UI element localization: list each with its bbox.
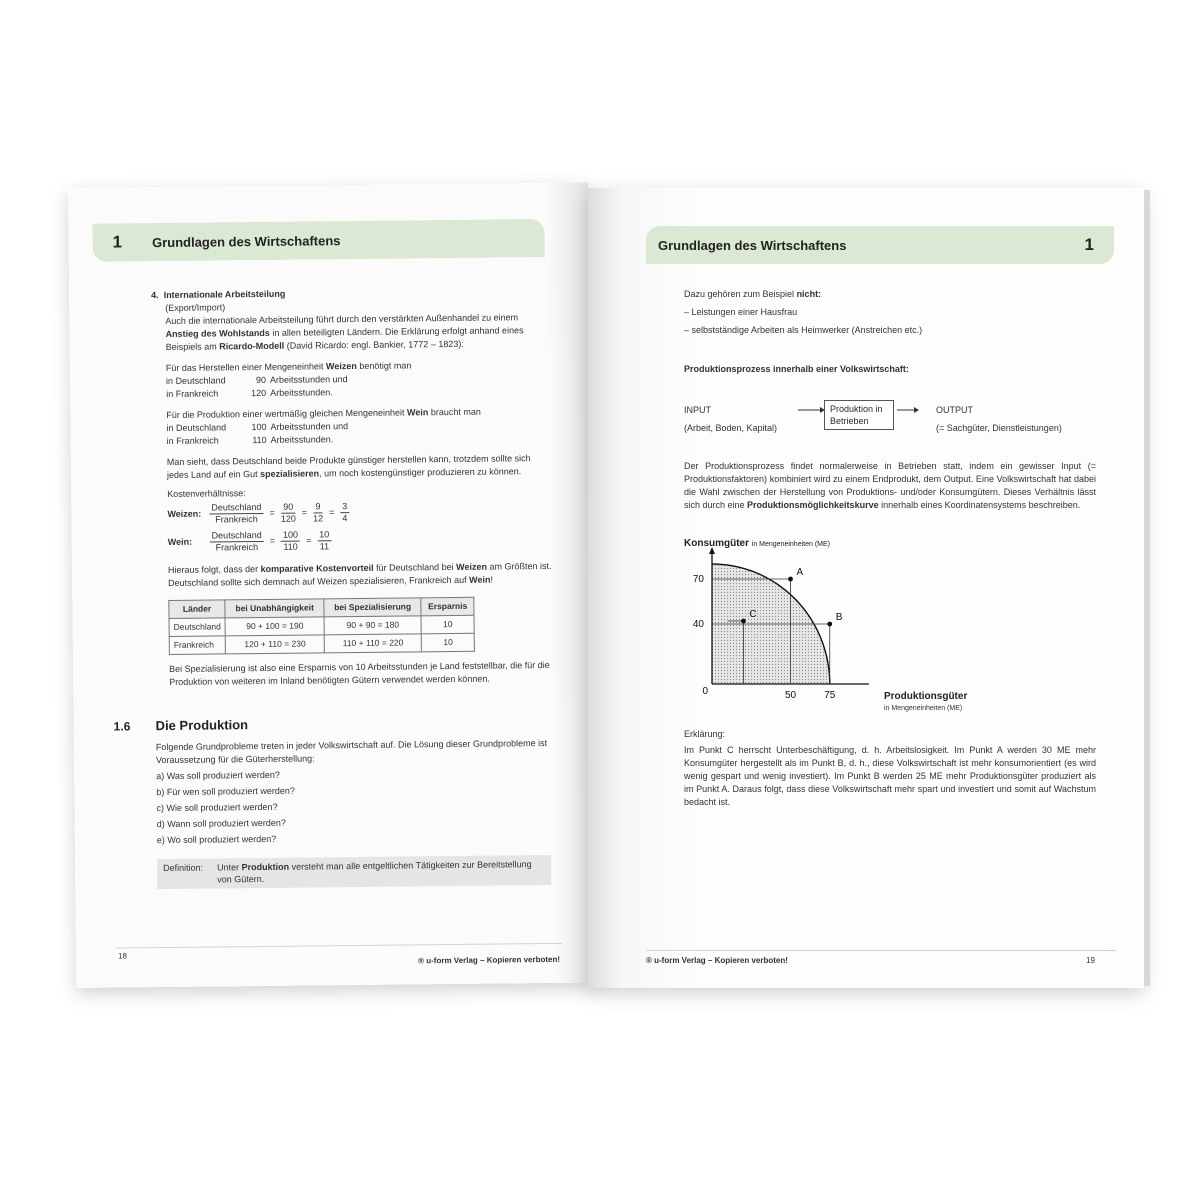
table-header: bei Unabhängigkeit: [225, 599, 324, 618]
production-box-line: Betrieben: [830, 416, 869, 426]
weizen-de-row: in Deutschland 90 Arbeitsstunden und: [165, 374, 348, 386]
list-item: b) Für wen soll produziert werden?: [156, 785, 295, 798]
table-cell: Deutschland: [169, 618, 225, 637]
data-point-a: [788, 577, 793, 582]
paragraph-1: Auch die internationale Arbeitsteilung führt durch den verstärkten Außenhandel zu einem Anstieg des Wohlstands in allen beteiligten Ländern. Die Erklärung erfolgt anhand eines Beispiels am Ricardo-Modell (David Ricardo: engl. Bankier, 1772 – 1823):: [165, 312, 524, 352]
wein-fr-row: in Frankreich 110 Arbeitsstunden.: [166, 434, 334, 446]
definition-box: [157, 855, 551, 889]
production-box-line: Produktion in: [830, 404, 883, 414]
chapter-number: 1: [1084, 235, 1094, 254]
chapter-number: 1: [112, 232, 123, 252]
left-page: [68, 183, 596, 988]
list-item: d) Wann soll produziert werden?: [156, 817, 286, 830]
table-header: Ersparnis: [421, 597, 474, 616]
table-cell: 90 + 100 = 190: [225, 617, 324, 636]
explanation-label: Erklärung:: [684, 729, 726, 739]
data-point-b: [827, 622, 832, 627]
point-label-c: C: [749, 609, 757, 620]
section-4: [151, 285, 555, 689]
definition-label: Definition:: [163, 862, 204, 874]
right-page: [588, 188, 1144, 988]
input-label: INPUT: [684, 405, 711, 415]
point-label-a: A: [796, 567, 804, 578]
weizen-ratio: Weizen: $\frac{\text{Deutschland}}{\text{Frankreich}}$ = $\frac{90}{120}$ = $\frac{9}{12}$ = $\frac{3}{4}$: [167, 501, 348, 525]
chapter-title: Grundlagen des Wirtschaftens: [658, 237, 847, 253]
table-cell: Frankreich: [169, 636, 225, 655]
paragraph-process: Der Produktionsprozess findet normalerweise in Betrieben statt, indem ein gewisser Input (= Produktionsfaktoren) kombiniert wird zu einem Endprodukt, dem Output. Eine Volkswirtschaft hat dabei die Wahl zwischen der Herstellung von Produktions- und/oder Konsumgütern. Dieses Verhältnis lässt sich durch eine Produktionsmöglichkeitskurve innerhalb eines Koordinatensystems beschreiben.: [684, 461, 1096, 510]
page-number-left: 18: [117, 951, 127, 961]
x-tick-label: 50: [784, 690, 797, 701]
table-header: Länder: [169, 600, 225, 619]
table-cell: 10: [421, 615, 474, 634]
ppf-chart: [678, 534, 998, 716]
section-1-6-body: [156, 737, 557, 847]
y-tick-label: 40: [692, 619, 704, 630]
arrow-right-icon: [796, 404, 826, 416]
section-1-6-number: 1.6: [113, 719, 131, 734]
origin-label: 0: [702, 686, 708, 697]
table-cell: 90 + 90 = 180: [324, 616, 421, 635]
comparison-table: [168, 597, 475, 655]
bullet-item: – selbstständige Arbeiten als Heimwerker (Anstreichen etc.): [684, 325, 923, 335]
footer-copyright-left: ® u-form Verlag – Kopieren verboten!: [418, 954, 561, 966]
wein-intro: Für die Produktion einer wertmäßig gleichen Mengeneinheit Wein braucht man: [166, 406, 481, 420]
table-header: bei Spezialisierung: [324, 598, 421, 617]
table-cell: 120 + 110 = 230: [225, 635, 324, 654]
y-tick-label: 70: [692, 574, 704, 585]
x-axis-label: Produktionsgüter: [884, 691, 968, 702]
footer-divider: [116, 943, 562, 949]
paragraph-4: Bei Spezialisierung ist also eine Ersparnis von 10 Arbeitsstunden je Land feststellbar, die für die Produktion von weiteren im Inland benötigten Gütern verwendet werden können.: [168, 659, 550, 687]
arrow-right-icon: [896, 404, 920, 416]
production-box: [824, 400, 894, 430]
kosten-label: Kostenverhältnisse:: [167, 488, 246, 499]
paragraph-3: Hieraus folgt, dass der komparative Kostenvorteil für Deutschland bei Weizen am Größten ist. Deutschland sollte sich demnach auf Weizen spezialisieren, Frankreich auf Wein!: [167, 560, 552, 588]
section-4-number: 4.: [151, 290, 159, 301]
section-4-sub: (Export/Import): [165, 302, 226, 313]
footer-divider: [646, 950, 1116, 951]
wein-ratio: Wein: $\frac{\text{Deutschland}}{\text{Frankreich}}$ = $\frac{100}{110}$ = $\frac{10}{11}$: [168, 527, 554, 554]
x-tick-label: 75: [824, 690, 836, 701]
paragraph-2: Man sieht, dass Deutschland beide Produkte günstiger herstellen kann, trotzdem sollte sich jedes Land auf ein Gut spezialisieren, um noch kostengünstiger produzieren zu können.: [166, 453, 531, 480]
weizen-intro: Für das Herstellen einer Mengeneinheit Weizen benötigt man: [165, 360, 412, 373]
data-point-c: [741, 619, 746, 624]
explanation-text: Im Punkt C herrscht Unterbeschäftigung, d. h. Arbeitslosigkeit. Im Punkt A werden 30 ME mehr Konsumgüter hergestellt als im Punkt B, d. h., diese Volkswirtschaft ist mehr konsumorientiert (es wird wenig gespart und wenig investiert). Im Punkt B werden 25 ME mehr Produktionsgüter produziert als im Punkt A. Daraus folgt, dass diese Volkswirtschaft mehr spart und investiert und somit auf Wachstum bedacht ist.: [684, 745, 1096, 807]
chapter-header-left: [92, 219, 544, 262]
section-1-6-title: Die Produktion: [155, 717, 249, 734]
intro-block: [684, 288, 1104, 337]
intro-line: Dazu gehören zum Beispiel nicht:: [684, 289, 822, 299]
output-label: OUTPUT: [936, 405, 973, 415]
table-cell: 10: [421, 633, 474, 652]
wein-de-row: in Deutschland 100 Arbeitsstunden und: [166, 421, 349, 433]
chapter-title: Grundlagen des Wirtschaftens: [151, 232, 341, 250]
process-heading: Produktionsprozess innerhalb einer Volkswirtschaft:: [684, 364, 909, 374]
input-sub: (Arbeit, Boden, Kapital): [684, 423, 778, 433]
weizen-fr-row: in Frankreich 120 Arbeitsstunden.: [166, 387, 333, 399]
output-sub: (= Sachgüter, Dienstleistungen): [936, 423, 1062, 433]
y-axis-label: Konsumgüter in Mengeneinheiten (ME): [684, 538, 830, 549]
point-label-b: B: [835, 612, 843, 623]
section-1-6-intro: Folgende Grundprobleme treten in jeder Volkswirtschaft auf. Die Lösung dieser Grundprobleme ist Voraussetzung für die Güterherstellung:: [155, 738, 548, 766]
list-item: e) Wo soll produziert werden?: [156, 833, 277, 846]
chapter-header-right: [646, 226, 1114, 264]
definition-text: Unter Produktion versteht man alle entgeltlichen Tätigkeiten zur Bereitstellung von Gütern.: [217, 859, 532, 885]
footer-copyright-right: ® u-form Verlag – Kopieren verboten!: [646, 956, 788, 965]
list-item: c) Wie soll produziert werden?: [156, 801, 278, 814]
table-row: [169, 633, 474, 654]
table-cell: 110 + 110 = 220: [324, 634, 421, 653]
bullet-item: – Leistungen einer Hausfrau: [684, 307, 798, 317]
list-item: a) Was soll produziert werden?: [156, 769, 280, 782]
section-4-heading: Internationale Arbeitsteilung: [163, 288, 286, 301]
page-number-right: 19: [1086, 956, 1095, 965]
x-axis-unit: in Mengeneinheiten (ME): [884, 705, 963, 712]
